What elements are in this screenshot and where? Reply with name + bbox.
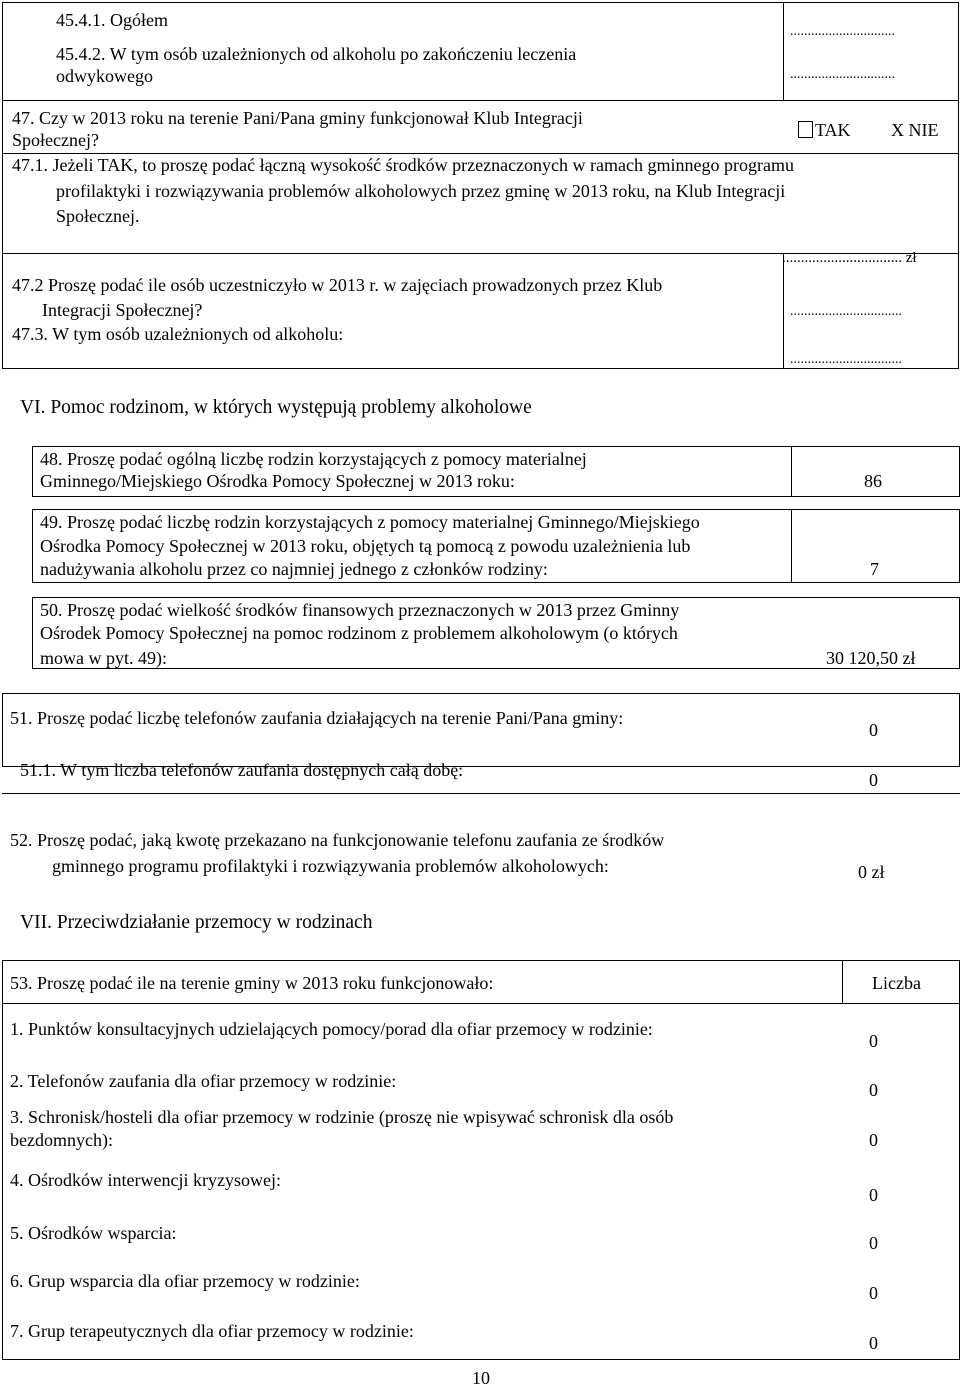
q-47-nie-label[interactable]: X NIE <box>891 120 939 140</box>
q53-item-5-label: 5. Ośrodków wsparcia: <box>10 1223 177 1243</box>
top-table-row-sep-471 <box>2 153 959 154</box>
q52-line1: 52. Proszę podać, jaką kwotę przekazano na funkcjonowanie telefonu zaufania ze środków <box>10 830 665 850</box>
q49-divider <box>791 509 792 583</box>
q-45-4-2-line1: 45.4.2. W tym osób uzależnionych od alkoholu po zakończeniu leczenia <box>56 44 577 64</box>
q52-box <box>2 793 960 794</box>
q53-col-header: Liczba <box>872 973 921 993</box>
q51-1-answer[interactable]: 0 <box>869 770 878 790</box>
q53-item-1-label: 1. Punktów konsultacyjnych udzielających pomocy/porad dla ofiar przemocy w rodzinie: <box>10 1019 653 1039</box>
q53-col-divider <box>842 960 843 1003</box>
q53-item-5-value[interactable]: 0 <box>869 1233 878 1253</box>
q50-answer[interactable]: 30 120,50 zł <box>826 648 916 668</box>
q-45-4-2-line2: odwykowego <box>56 66 153 86</box>
q-47-line1: 47. Czy w 2013 roku na terenie Pani/Pana gminy funkcjonował Klub Integracji <box>12 108 583 128</box>
q-47-1-line3: Społecznej. <box>56 206 140 226</box>
q53-item-6-value[interactable]: 0 <box>869 1283 878 1303</box>
q-47-3: 47.3. W tym osób uzależnionych od alkoholu: <box>12 324 344 344</box>
q48-line2: Gminnego/Miejskiego Ośrodka Pomocy Społecznej w 2013 roku: <box>40 471 515 491</box>
top-table-row-sep <box>2 100 959 101</box>
q53-item-3-value[interactable]: 0 <box>869 1130 878 1150</box>
q53-header-sep <box>2 1003 960 1004</box>
section-vii-title: VII. Przeciwdziałanie przemocy w rodzinach <box>20 912 373 933</box>
q52-line2: gminnego programu profilaktyki i rozwiązywania problemów alkoholowych: <box>52 856 609 876</box>
q51-answer[interactable]: 0 <box>869 720 878 740</box>
tak-checkbox[interactable] <box>798 121 813 138</box>
q50-line3: mowa w pyt. 49): <box>40 648 167 668</box>
top-table-divider <box>783 2 784 101</box>
q53-item-3-label: 3. Schronisk/hosteli dla ofiar przemocy w rodzinie (proszę nie wpisywać schronisk dla osób <box>10 1107 674 1127</box>
q49-line3: nadużywania alkoholu przez co najmniej jednego z członków rodziny: <box>40 559 548 579</box>
q48-line1: 48. Proszę podać ogólną liczbę rodzin korzystających z pomocy materialnej <box>40 449 587 469</box>
q49-line1: 49. Proszę podać liczbę rodzin korzystających z pomocy materialnej Gminnego/Miejskiego <box>40 512 700 532</box>
q-47-1-line1: 47.1. Jeżeli TAK, to proszę podać łączną wysokość środków przeznaczonych w ramach gminnego programu <box>12 155 794 175</box>
q51-box <box>2 693 960 767</box>
q51-label: 51. Proszę podać liczbę telefonów zaufania działających na terenie Pani/Pana gminy: <box>10 708 624 728</box>
q49-answer[interactable]: 7 <box>870 559 879 579</box>
q53-item-3-label2: bezdomnych): <box>10 1130 113 1150</box>
q53-item-4-value[interactable]: 0 <box>869 1185 878 1205</box>
q-47-2-line2: Integracji Społecznej? <box>42 300 203 320</box>
q51-1-label: 51.1. W tym liczba telefonów zaufania dostępnych całą dobę: <box>20 760 464 780</box>
q48-answer[interactable]: 86 <box>864 471 882 491</box>
section-vi-title: VI. Pomoc rodzinom, w których występują problemy alkoholowe <box>20 397 532 418</box>
q-47-1-answer[interactable]: ................................ zł <box>782 250 917 266</box>
q53-label: 53. Proszę podać ile na terenie gminy w 2013 roku funkcjonowało: <box>10 973 494 993</box>
q53-item-7-value[interactable]: 0 <box>869 1333 878 1353</box>
q48-divider <box>791 446 792 497</box>
q53-item-6-label: 6. Grup wsparcia dla ofiar przemocy w rodzinie: <box>10 1271 360 1291</box>
q53-item-1-value[interactable]: 0 <box>869 1031 878 1051</box>
q49-line2: Ośrodka Pomocy Społecznej w 2013 roku, objętych tą pomocą z powodu uzależnienia lub <box>40 536 691 556</box>
q-47-3-answer[interactable]: ................................ <box>790 352 902 367</box>
q-45-4-1-answer[interactable]: .............................. <box>790 24 895 39</box>
q-47-2-line1: 47.2 Proszę podać ile osób uczestniczyło w 2013 r. w zajęciach prowadzonych przez Klub <box>12 275 663 295</box>
q-47-2-answer[interactable]: ................................ <box>790 304 902 319</box>
q52-answer[interactable]: 0 zł <box>858 862 885 882</box>
top-table-divider-lower <box>783 253 784 369</box>
q53-item-7-label: 7. Grup terapeutycznych dla ofiar przemocy w rodzinie: <box>10 1321 414 1341</box>
q-45-4-1: 45.4.1. Ogółem <box>56 10 168 30</box>
q53-item-2-label: 2. Telefonów zaufania dla ofiar przemocy w rodzinie: <box>10 1071 397 1091</box>
q-47-line2: Społecznej? <box>12 130 99 150</box>
q50-line1: 50. Proszę podać wielkość środków finansowych przeznaczonych w 2013 przez Gminny <box>40 600 680 620</box>
page-number: 10 <box>472 1368 490 1388</box>
q-45-4-2-answer[interactable]: .............................. <box>790 67 895 82</box>
q-47-1-line2: profilaktyki i rozwiązywania problemów alkoholowych przez gminę w 2013 roku, na Klub Integracji <box>56 181 786 201</box>
q-47-tak-label: TAK <box>815 120 851 140</box>
q50-line2: Ośrodek Pomocy Społecznej na pomoc rodzinom z problemem alkoholowym (o których <box>40 623 678 643</box>
q53-item-2-value[interactable]: 0 <box>869 1080 878 1100</box>
q53-item-4-label: 4. Ośrodków interwencji kryzysowej: <box>10 1170 281 1190</box>
